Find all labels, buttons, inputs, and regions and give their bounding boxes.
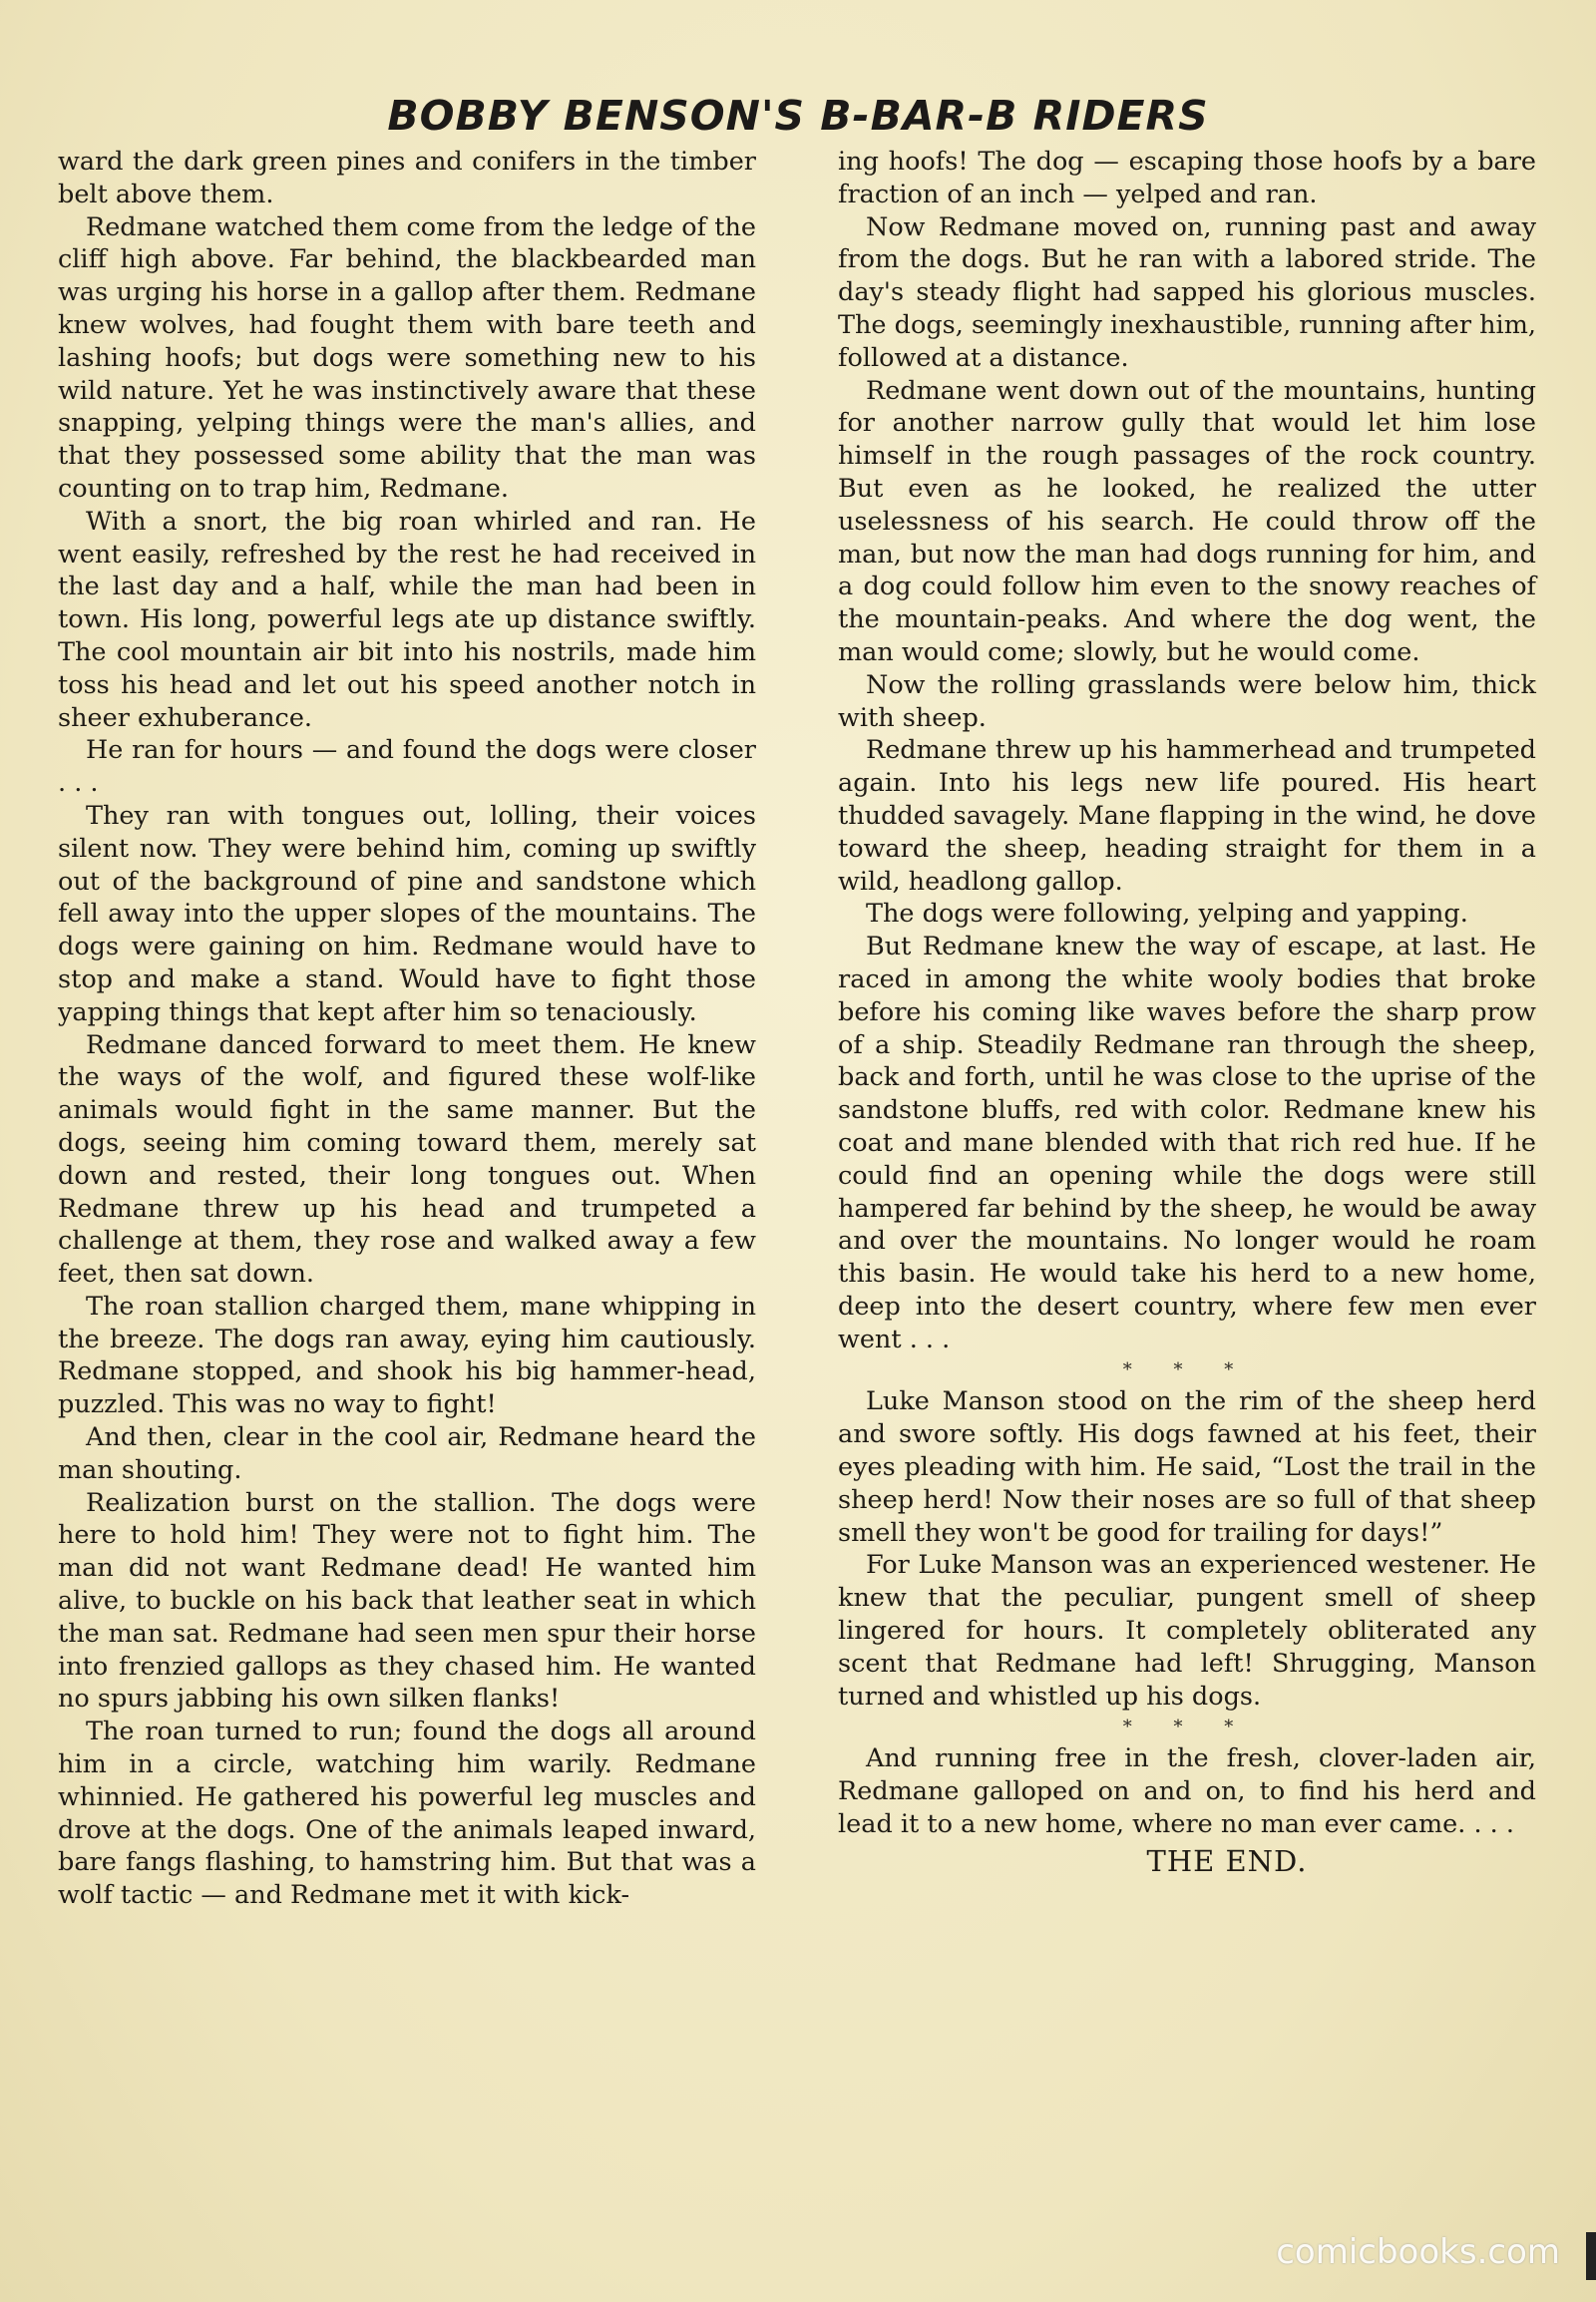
page-title: BOBBY BENSON'S B-BAR-B RIDERS	[387, 92, 1209, 140]
paragraph: But Redmane knew the way of escape, at last. He raced in among the white wooly bodies that broke before his coming like waves before the sharp prow of a ship. Steadily Redmane ran through the sheep, back and forth, until he was close to the uprise of the sandstone bluffs, red with color. Redmane knew his coat and mane blended with that rich red hue. If he could find an opening while the dogs were still hampered far behind by the sheep, he would be away and over the mountains. No longer would he roam this basin. He would take his herd to a new home, deep into the desert country, where few men ever went . . .	[838, 932, 1536, 1354]
paragraph: ward the dark green pines and conifers in the timber belt above them.	[58, 147, 756, 209]
paragraph: The roan turned to run; found the dogs all around him in a circle, watching him warily. Redmane whinnied. He gathered his powerful leg muscles and drove at the dogs. One of the animals leaped inward, bare fangs flashing, to hamstring him. But that was a wolf tactic — and Redmane met it with kick-	[58, 1717, 756, 1911]
paragraph: Realization burst on the stallion. The dogs were here to hold him! They were not to fight him. The man did not want Redmane dead! He wanted him alive, to buckle on his back that leather seat in which the man sat. Redmane had seen men spur their horse into frenzied gallops as they chased him. He wanted no spurs jabbing his own silken flanks!	[58, 1487, 756, 1715]
right-text-column	[838, 146, 1536, 1878]
paragraph: Now the rolling grasslands were below him, thick with sheep.	[838, 669, 1536, 733]
section-separator: * * *	[1122, 1717, 1252, 1738]
paragraph: Redmane threw up his hammerhead and trumpeted again. Into his legs new life poured. His heart thudded savagely. Mane flapping in the wind, he dove toward the sheep, heading straight for them in a wild, headlong gallop.	[838, 735, 1536, 897]
left-text-column	[58, 146, 756, 1912]
watermark: comicbooks.com	[1276, 2232, 1560, 2272]
the-end-label: THE END.	[1146, 1843, 1308, 1878]
paragraph: The dogs were following, yelping and yapping.	[866, 899, 1468, 930]
section-separator: * * *	[1122, 1359, 1252, 1381]
paragraph: The roan stallion charged them, mane whipping in the breeze. The dogs ran away, eying him cautiously. Redmane stopped, and shook his big hammer-head, puzzled. This was no way to fight!	[58, 1291, 756, 1420]
paragraph: And then, clear in the cool air, Redmane heard the man shouting.	[58, 1422, 756, 1485]
paragraph: Redmane went down out of the mountains, hunting for another narrow gully that would let him lose himself in the rough passages of the rock country. But even as he looked, he realized the utter uselessness of his search. He could throw off the man, but now the man had dogs running for him, and a dog could follow him even to the snowy reaches of the mountain-peaks. And where the dog went, the man would come; slowly, but he would come.	[838, 375, 1536, 667]
paragraph: ing hoofs! The dog — escaping those hoofs by a bare fraction of an inch — yelped and ran.	[838, 147, 1536, 209]
paragraph: Redmane danced forward to meet them. He knew the ways of the wolf, and figured these wolf-like animals would fight in the same manner. But the dogs, seeing him coming toward them, merely sat down and rested, their long tongues out. When Redmane threw up his head and trumpeted a challenge at them, they rose and walked away a few feet, then sat down.	[58, 1029, 756, 1290]
paragraph: They ran with tongues out, lolling, their voices silent now. They were behind him, coming up swiftly out of the background of pine and sandstone which fell away into the upper slopes of the mountains. The dogs were gaining on him. Redmane would have to stop and make a stand. Would have to fight those yapping things that kept after him so tenaciously.	[58, 800, 756, 1027]
paragraph: Luke Manson stood on the rim of the sheep herd and swore softly. His dogs fawned at his feet, their eyes pleading with him. He said, “Lost the trail in the sheep herd! Now their noses are so full of that sheep smell they won't be good for trailing for days!”	[838, 1386, 1536, 1548]
paragraph: He ran for hours — and found the dogs were closer . . .	[58, 735, 756, 799]
paragraph: Redmane watched them come from the ledge of the cliff high above. Far behind, the blackbearded man was urging his horse in a gallop after them. Redmane knew wolves, had fought them with bare teeth and lashing hoofs; but dogs were something new to his wild nature. Yet he was instinctively aware that these snapping, yelping things were the man's allies, and that they possessed some ability that the man was counting on to trap him, Redmane.	[58, 211, 756, 504]
paragraph: For Luke Manson was an experienced westener. He knew that the peculiar, pungent smell of sheep lingered for hours. It completely obliterated any scent that Redmane had left! Shrugging, Manson turned and whistled up his dogs.	[838, 1550, 1536, 1712]
paragraph: And running free in the fresh, clover-laden air, Redmane galloped on and on, to find his herd and lead it to a new home, where no man ever came. . . .	[838, 1743, 1536, 1840]
paragraph: With a snort, the big roan whirled and ran. He went easily, refreshed by the rest he had received in the last day and a half, while the man had been in town. His long, powerful legs ate up distance swiftly. The cool mountain air bit into his nostrils, made him toss his head and let out his speed another notch in sheer exhuberance.	[58, 506, 756, 733]
page-edge-mark	[1586, 2232, 1596, 2280]
paragraph: Now Redmane moved on, running past and away from the dogs. But he ran with a labored stride. The day's steady flight had sapped his glorious muscles. The dogs, seemingly inexhaustible, running after him, followed at a distance.	[838, 211, 1536, 373]
